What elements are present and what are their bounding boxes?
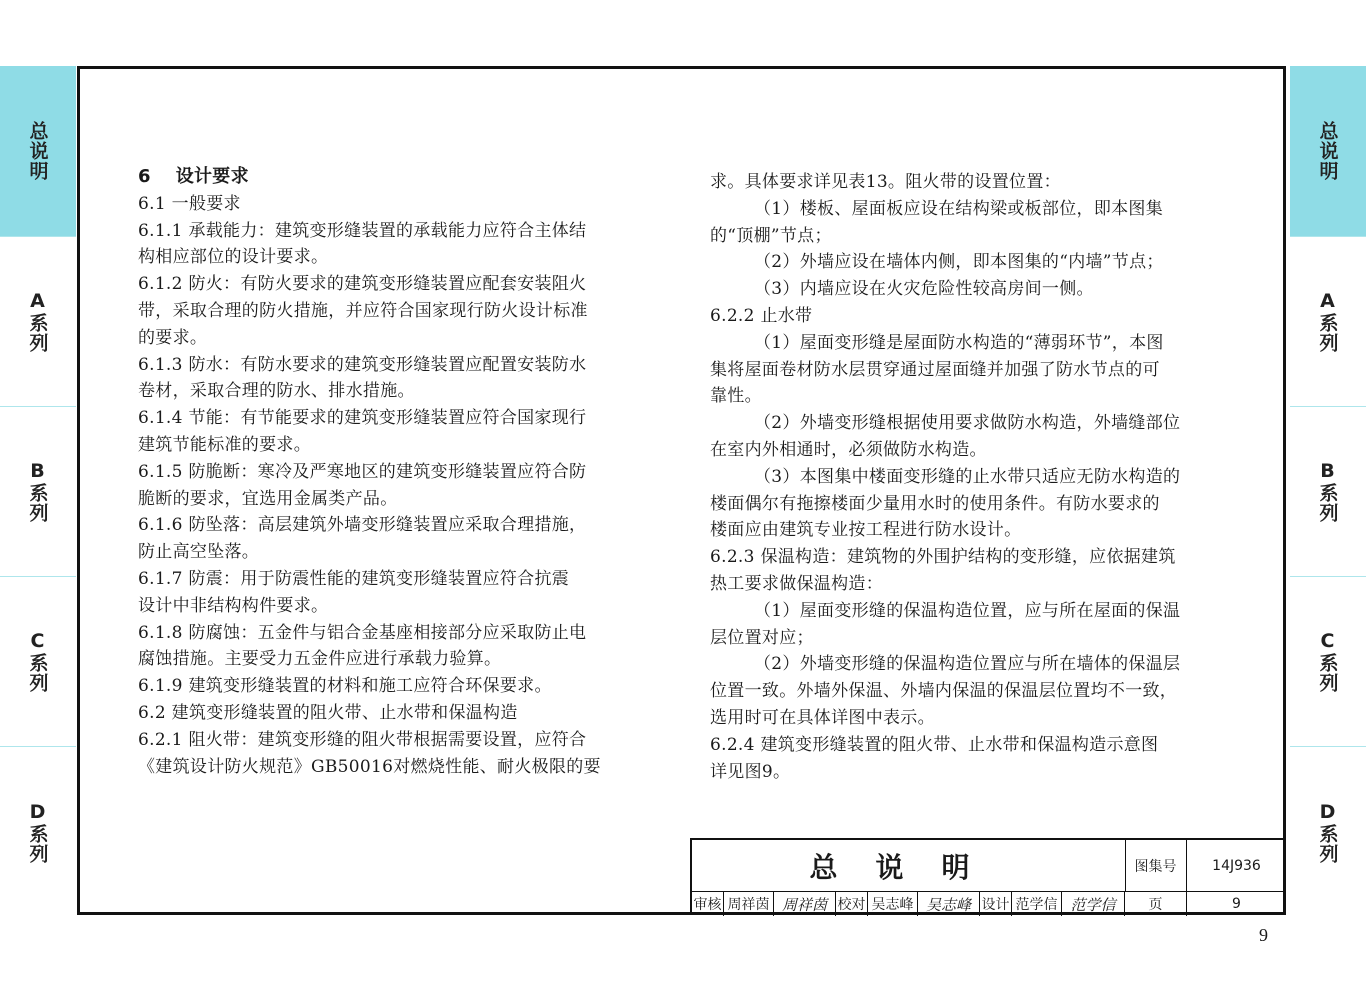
text-line: 的要求。 [138,327,208,348]
left-text-column [138,164,678,780]
page-number: 9 [1259,925,1268,945]
atlas-number: 14J936 [1212,857,1261,874]
tab-general[interactable] [0,66,76,237]
text-line: 6.1.9 建筑变形缝装置的材料和施工应符合环保要求。 [138,676,552,697]
right-text-column [710,169,1270,785]
left-section-tabs [0,66,76,918]
tab-series-a[interactable] [1290,236,1366,407]
reviewer-name: 周祥茵 [724,892,774,916]
text-line: 6 设计要求 [138,166,249,187]
tab-label: C系列 [1316,629,1339,693]
text-line: 位置一致。外墙外保温、外墙内保温的保温层位置均不一致， [710,681,1178,702]
checker-signature: 吴志峰 [918,892,980,916]
text-line: 防止高空坠落。 [138,542,260,563]
text-line: 靠性。 [710,386,762,407]
text-line: 6.1.5 防脆断：寒冷及严寒地区的建筑变形缝装置应符合防 [138,461,587,482]
text-line: 6.2.4 建筑变形缝装置的阻火带、止水带和保温构造示意图 [710,734,1159,755]
text-line: 建筑节能标准的要求。 [138,434,311,455]
text-line: 卷材，采取合理的防水、排水措施。 [138,381,415,402]
text-line: 6.1.2 防火：有防火要求的建筑变形缝装置应配套安装阻火 [138,274,587,295]
text-line: 6.1.8 防腐蚀：五金件与铝合金基座相接部分应采取防止电 [138,622,587,643]
text-line: 腐蚀措施。主要受力五金件应进行承载力验算。 [138,649,502,670]
text-line: 求。具体要求详见表13。阻火带的设置位置： [710,172,1061,192]
text-line: （1）楼板、屋面板应设在结构梁或板部位，即本图集 [754,198,1164,219]
tab-label: C系列 [26,629,49,693]
text-line: 楼面偶尔有拖擦楼面少量用水时的使用条件。有防水要求的 [710,493,1160,514]
text-line: 《建筑设计防火规范》GB50016对燃烧性能、耐火极限的要 [138,756,601,777]
tab-label: 总说明 [26,121,49,181]
signature-row [692,891,1286,916]
text-line: 楼面应由建筑专业按工程进行防水设计。 [710,520,1022,541]
text-line: 6.1.7 防震：用于防震性能的建筑变形缝装置应符合抗震 [138,568,570,589]
check-label: 校对 [836,892,868,916]
tab-label: B系列 [1316,459,1339,523]
text-line: 层位置对应； [710,627,814,648]
page-label: 页 [1125,892,1187,916]
tab-label: D系列 [26,800,49,864]
tab-label: A系列 [26,289,49,353]
text-line: 在室内外相通时，必须做防水构造。 [710,439,987,460]
text-line: （1）屋面变形缝的保温构造位置，应与所在屋面的保温 [754,600,1181,621]
tab-label: 总说明 [1316,121,1339,181]
text-line: 6.1.4 节能：有节能要求的建筑变形缝装置应符合国家现行 [138,408,587,429]
text-line: 6.2 建筑变形缝装置的阻火带、止水带和保温构造 [138,702,518,723]
tab-general[interactable] [1290,66,1366,237]
design-label: 设计 [980,892,1012,916]
tab-series-c[interactable] [1290,576,1366,747]
tab-series-b[interactable] [1290,406,1366,577]
text-line: 选用时可在具体详图中表示。 [710,707,935,728]
text-line: 设计中非结构构件要求。 [138,595,329,616]
text-line: （3）内墙应设在火灾危险性较高房间一侧。 [754,279,1094,300]
designer-signature: 范学信 [1062,892,1125,916]
tab-series-a[interactable] [0,236,76,407]
text-line: 集将屋面卷材防水层贯穿通过屋面缝并加强了防水节点的可 [710,359,1160,380]
tab-label: D系列 [1316,800,1339,864]
tab-label: B系列 [26,459,49,523]
text-line: （1）屋面变形缝是屋面防水构造的“薄弱环节”，本图 [754,332,1164,353]
text-line: 热工要求做保温构造： [710,573,883,594]
text-line: 带，采取合理的防火措施，并应符合国家现行防火设计标准 [138,300,588,321]
text-line: 6.2.2 止水带 [710,305,813,326]
tab-label: A系列 [1316,289,1339,353]
title-block [690,838,1286,915]
atlas-number-label: 图集号 [1125,840,1187,891]
text-line: 详见图9。 [710,761,791,782]
designer-name: 范学信 [1012,892,1062,916]
text-line: （2）外墙变形缝根据使用要求做防水构造，外墙缝部位 [754,413,1181,434]
sheet-page-number: 9 [1232,896,1241,912]
tab-series-c[interactable] [0,576,76,747]
review-label: 审核 [692,892,724,916]
drawing-title: 总说明 [692,840,1126,891]
text-line: 构相应部位的设计要求。 [138,247,329,268]
text-line: 6.2.3 保温构造：建筑物的外围护结构的变形缝，应依据建筑 [710,547,1176,568]
text-line: 6.1 一般要求 [138,193,241,214]
text-line: 6.2.1 阻火带：建筑变形缝的阻火带根据需要设置，应符合 [138,729,587,750]
reviewer-signature: 周祥茵 [774,892,836,916]
text-line: 6.1.1 承载能力：建筑变形缝装置的承载能力应符合主体结 [138,220,587,241]
tab-series-d[interactable] [0,746,76,918]
text-line: 6.1.6 防坠落：高层建筑外墙变形缝装置应采取合理措施， [138,515,587,536]
text-line: 脆断的要求，宜选用金属类产品。 [138,488,398,509]
text-line: （3）本图集中楼面变形缝的止水带只适应无防水构造的 [754,466,1181,487]
text-line: （2）外墙变形缝的保温构造位置应与所在墙体的保温层 [754,654,1181,675]
text-line: 6.1.3 防水：有防水要求的建筑变形缝装置应配置安装防水 [138,354,587,375]
text-line: 的“顶棚”节点； [710,225,832,246]
checker-name: 吴志峰 [868,892,918,916]
right-section-tabs [1290,66,1366,918]
tab-series-d[interactable] [1290,746,1366,918]
text-line: （2）外墙应设在墙体内侧，即本图集的“内墙”节点； [754,252,1164,273]
tab-series-b[interactable] [0,406,76,577]
